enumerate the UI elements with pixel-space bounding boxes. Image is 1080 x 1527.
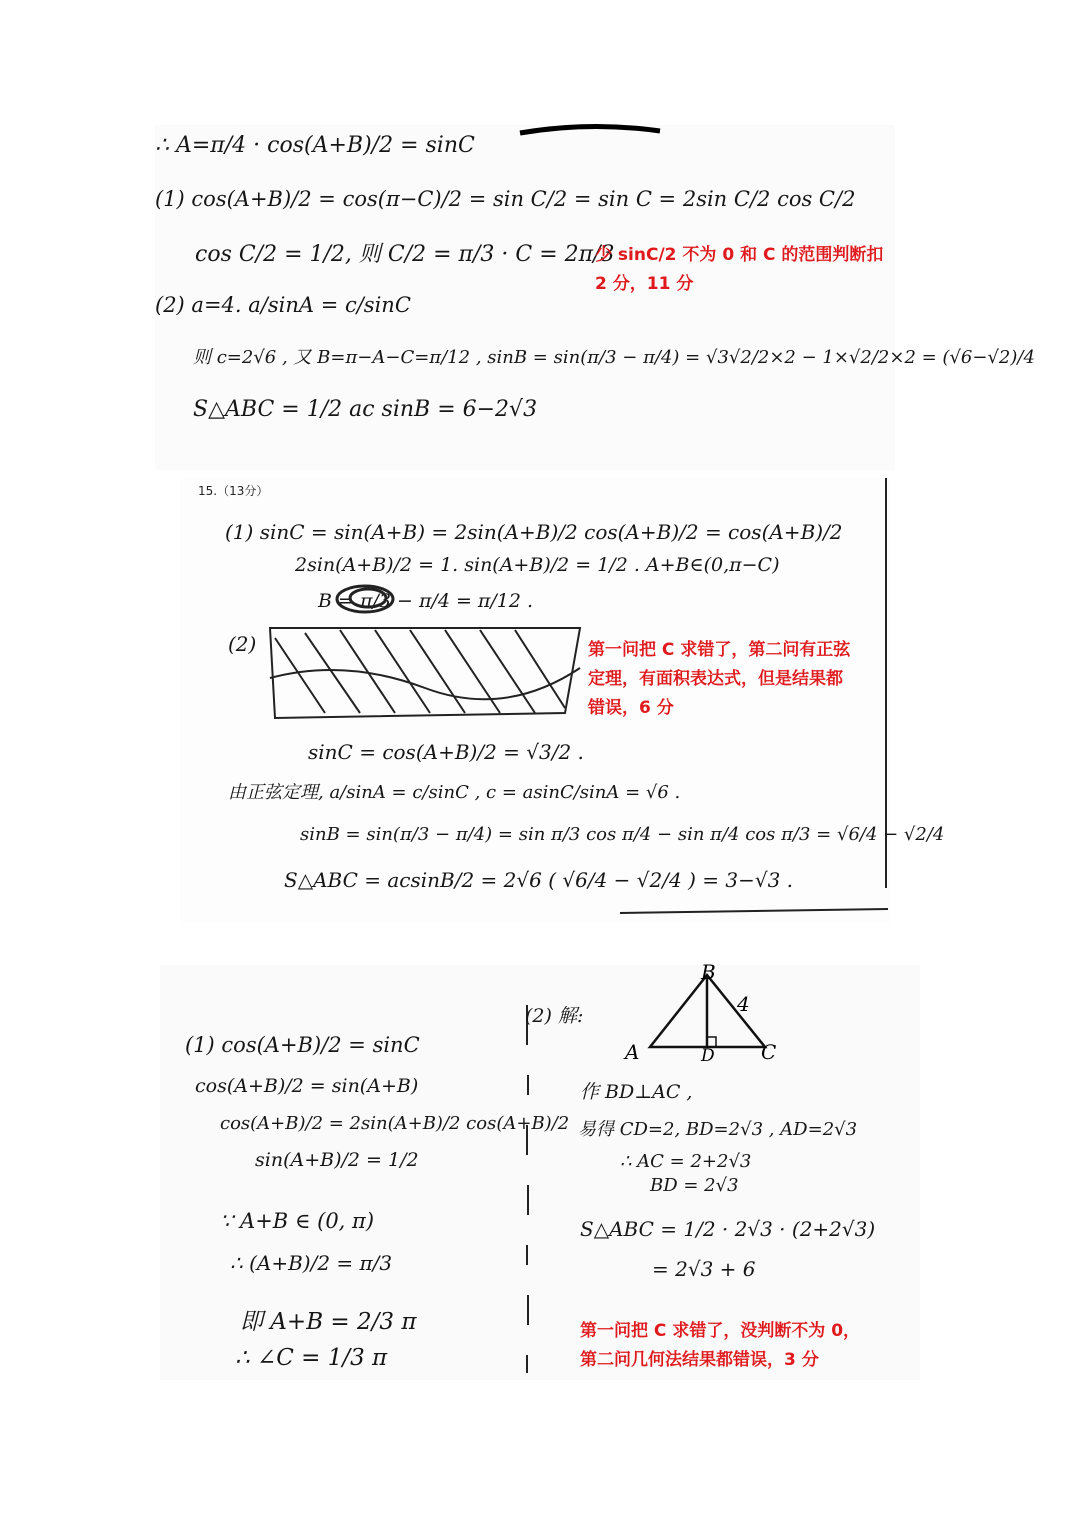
grading-comment [595, 241, 883, 299]
handwritten-line: (1) cos(A+B)/2 = cos(π−C)/2 = sin C/2 = sin C = 2sin C/2 cos C/2 [155, 187, 856, 211]
handwritten-line: (2) a=4. a/sinA = c/sinC [155, 293, 411, 317]
handwritten-line: (2) [228, 632, 257, 656]
handwritten-line: ∴ A=π/4 · cos(A+B)/2 = sinC [155, 133, 475, 158]
vertex-label: C [761, 1040, 777, 1064]
column-divider [522, 1005, 532, 1375]
handwritten-line: 作 BD⊥AC , [580, 1081, 693, 1103]
handwritten-line: 即 A+B = 2/3 π [240, 1309, 417, 1335]
question-header: 15.（13分） [198, 484, 269, 498]
handwritten-line: cos(A+B)/2 = sin(A+B) [195, 1075, 419, 1097]
handwritten-line: 由正弦定理, a/sinA = c/sinC , c = asinC/sinA = √6 . [228, 782, 681, 803]
comment-line: 错误，6 分 [588, 698, 674, 718]
handwritten-line: (2) 解: [525, 1005, 584, 1027]
underline-mark [620, 903, 890, 917]
comment-line: 第二问几何法结果都错误，3 分 [580, 1350, 819, 1370]
handwritten-line: BD = 2√3 [650, 1175, 739, 1196]
crossed-out-work [265, 618, 585, 728]
answer-sheet-1 [155, 125, 1035, 470]
handwritten-line: S△ABC = 1/2 ac sinB = 6−2√3 [193, 397, 538, 422]
side-label: 4 [737, 992, 750, 1016]
comment-line: 2 分，11 分 [595, 274, 694, 294]
handwritten-line: 2sin(A+B)/2 = 1. sin(A+B)/2 = 1/2 . A+B∈(0,π−C) [295, 554, 780, 576]
handwritten-line: cos C/2 = 1/2, 则 C/2 = π/3 · C = 2π/3 [195, 242, 615, 267]
scribble-mark [330, 583, 400, 615]
comment-line: 少 sinC/2 不为 0 和 C 的范围判断扣 [595, 245, 884, 265]
grading-comment [588, 636, 850, 723]
handwritten-line: ∴ ∠C = 1/3 π [235, 1345, 388, 1371]
handwritten-line: S△ABC = acsinB/2 = 2√6 ( √6/4 − √2/4 ) = 3−√3 . [284, 868, 794, 892]
triangle-diagram [625, 960, 777, 1066]
handwritten-line: ∴ (A+B)/2 = π/3 [230, 1251, 393, 1275]
answer-sheet-2 [180, 478, 945, 923]
handwritten-line: B = π/3 − π/4 = π/12 . [318, 590, 534, 612]
vertex-label: B [701, 960, 716, 984]
vertex-label: D [701, 1046, 715, 1066]
handwritten-line: sin(A+B)/2 = 1/2 [255, 1149, 419, 1171]
scan-shadow-mark [515, 125, 665, 135]
comment-line: 第一问把 C 求错了，第二问有正弦 [588, 640, 851, 660]
handwritten-line: 则 c=2√6 , 又 B=π−A−C=π/12 , sinB = sin(π/3 − π/4) = √3√2/2×2 − 1×√2/2×2 = (√6−√2)/4 [193, 347, 1035, 368]
handwritten-line: cos(A+B)/2 = 2sin(A+B)/2 cos(A+B)/2 [220, 1113, 570, 1134]
handwritten-line: sinB = sin(π/3 − π/4) = sin π/3 cos π/4 − sin π/4 cos π/3 = √6/4 − √2/4 [300, 824, 945, 845]
handwritten-line: sinC = cos(A+B)/2 = √3/2 . [308, 740, 584, 764]
comment-line: 定理，有面积表达式，但是结果都 [588, 669, 843, 689]
answer-sheet-3 [160, 960, 920, 1380]
handwritten-line: ∵ A+B ∈ (0, π) [220, 1209, 375, 1233]
handwritten-line: S△ABC = 1/2 · 2√3 · (2+2√3) [580, 1217, 876, 1241]
handwritten-line: = 2√3 + 6 [652, 1257, 756, 1281]
handwritten-line: (1) cos(A+B)/2 = sinC [185, 1033, 420, 1057]
vertex-label: A [625, 1040, 640, 1064]
grading-comment [580, 1317, 860, 1375]
handwritten-line: ∴ AC = 2+2√3 [620, 1151, 752, 1172]
comment-line: 第一问把 C 求错了，没判断不为 0， [580, 1321, 861, 1341]
handwritten-line: (1) sinC = sin(A+B) = 2sin(A+B)/2 cos(A+B)/2 = cos(A+B)/2 [225, 520, 843, 544]
handwritten-line: 易得 CD=2, BD=2√3 , AD=2√3 [578, 1119, 858, 1140]
